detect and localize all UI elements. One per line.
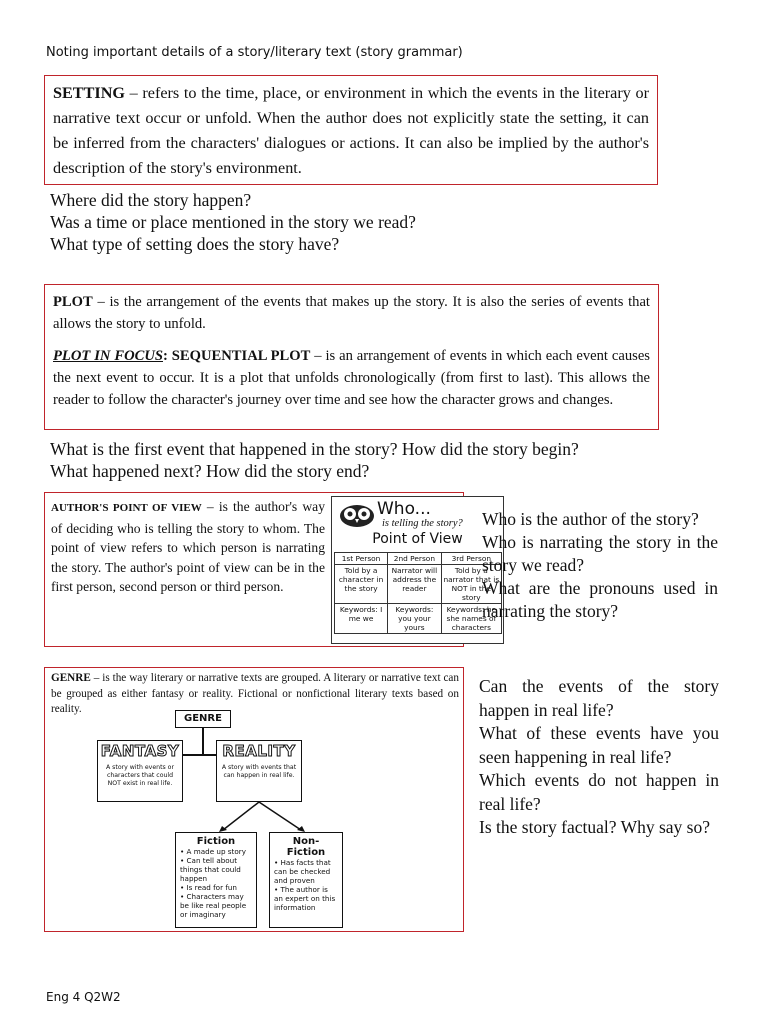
genre-definition <box>51 671 459 718</box>
plot-focus-definition: – is an arrangement of events in which each event causes the next event to occur. It is a plot that unfolds chronologically (from first to last). This allows the reader to follow the character's journey over time and see how the character grows and changes. <box>53 348 650 408</box>
nonfiction-node <box>269 832 343 928</box>
pov-keywords: Keywords: he she names of characters <box>441 604 501 634</box>
plot-definition <box>53 291 650 335</box>
plot-focus <box>53 345 650 411</box>
nonfiction-point: • Has facts that can be checked and proven <box>274 858 331 885</box>
fantasy-description: A story with events or characters that could NOT exist in real life. <box>105 764 175 787</box>
genre-question: Can the events of the story happen in real life? <box>479 676 719 720</box>
plot-definition-text: – is the arrangement of the events that makes up the story. It is also the series of events that allows the story to unfold. <box>53 294 650 332</box>
pov-keywords: Keywords: you your yours <box>388 604 442 634</box>
connector-line <box>202 728 204 754</box>
genre-question: Is the story factual? Why say so? <box>479 817 710 837</box>
page-footer: Eng 4 Q2W2 <box>46 990 121 1004</box>
nonfiction-label: Non-Fiction <box>286 836 326 858</box>
plot-question: What is the first event that happened in the story? How did the story begin? <box>50 439 579 459</box>
plot-focus-label: PLOT IN FOCUS <box>53 348 163 364</box>
genre-question: Which events do not happen in real life? <box>479 770 719 814</box>
pov-header: 2nd Person <box>388 553 442 565</box>
pov-term: AUTHOR'S POINT OF VIEW <box>51 502 202 514</box>
setting-definition-text: – refers to the time, place, or environment in which the events in the literary or narrative text occur or unfold. When the author does not explicitly state the setting, it can be inferred from the characters' dialogues or actions. It can also be implied by the author's description of the story's environment. <box>53 84 649 177</box>
pov-description: Told by a character in the story <box>335 565 388 604</box>
pov-description: Told by a narrator that is NOT in the story <box>441 565 501 604</box>
genre-definition-box <box>44 667 464 932</box>
plot-questions <box>50 438 579 482</box>
setting-definition-box <box>44 75 658 185</box>
pov-chart-who: Who... <box>377 499 431 519</box>
pov-chart <box>331 496 504 644</box>
genre-definition-text: – is the way literary or narrative texts are grouped. A literary or narrative text can be grouped as either fantasy or reality. Fictional or nonfictional literary texts based on reality. <box>51 672 459 715</box>
pov-header: 1st Person <box>335 553 388 565</box>
pov-questions <box>482 508 718 623</box>
genre-question: What of these events have you seen happening in real life? <box>479 723 719 767</box>
pov-keywords: Keywords: I me we <box>335 604 388 634</box>
setting-question: What type of setting does the story have? <box>50 234 340 254</box>
fiction-point: • Can tell about things that could happen <box>180 856 241 883</box>
reality-node <box>216 740 302 802</box>
pov-definition-text: – is the author's way of deciding who is telling the story to whom. The point of view refers to which person is narrating the story. The author's point of view can be in the first person, second person or third person. <box>51 499 325 594</box>
setting-definition <box>53 81 649 181</box>
genre-questions <box>479 675 719 840</box>
fantasy-label: FANTASY <box>100 742 180 760</box>
pov-question: What are the pronouns used in narrating the story? <box>482 578 718 621</box>
reality-branch-arrows <box>205 802 325 834</box>
fantasy-node <box>97 740 183 802</box>
nonfiction-point: • The author is an expert on this information <box>274 885 336 912</box>
reality-label: REALITY <box>222 742 296 760</box>
fiction-point: • Characters may be like real people or imaginary <box>180 892 247 919</box>
pov-description: Narrator will address the reader <box>388 565 442 604</box>
connector-line <box>181 754 216 756</box>
pov-header: 3rd Person <box>441 553 501 565</box>
owl-icon <box>338 502 376 528</box>
setting-questions <box>50 189 416 255</box>
reality-description: A story with events that can happen in real life. <box>221 764 297 779</box>
pov-chart-title: Point of View <box>372 531 463 547</box>
pov-definition-box <box>44 492 500 647</box>
plot-question: What happened next? How did the story end? <box>50 461 370 481</box>
fiction-point: • Is read for fun <box>180 883 237 892</box>
setting-question: Was a time or place mentioned in the story we read? <box>50 212 416 232</box>
plot-definition-box <box>44 284 659 430</box>
fiction-label: Fiction <box>196 836 236 847</box>
genre-term: GENRE <box>51 672 91 684</box>
plot-term: PLOT <box>53 294 93 310</box>
pov-question: Who is narrating the story in the story we read? <box>482 532 718 575</box>
genre-root-node: GENRE <box>175 710 231 728</box>
pov-definition <box>51 497 325 597</box>
plot-focus-term: : SEQUENTIAL PLOT <box>163 348 311 364</box>
pov-chart-telling: is telling the story? <box>382 518 463 529</box>
setting-question: Where did the story happen? <box>50 190 252 210</box>
fiction-point: • A made up story <box>180 847 246 856</box>
setting-term: SETTING <box>53 84 125 102</box>
pov-question: Who is the author of the story? <box>482 509 699 529</box>
pov-table <box>334 552 502 634</box>
page-heading: Noting important details of a story/literary text (story grammar) <box>46 45 463 60</box>
fiction-node <box>175 832 257 928</box>
